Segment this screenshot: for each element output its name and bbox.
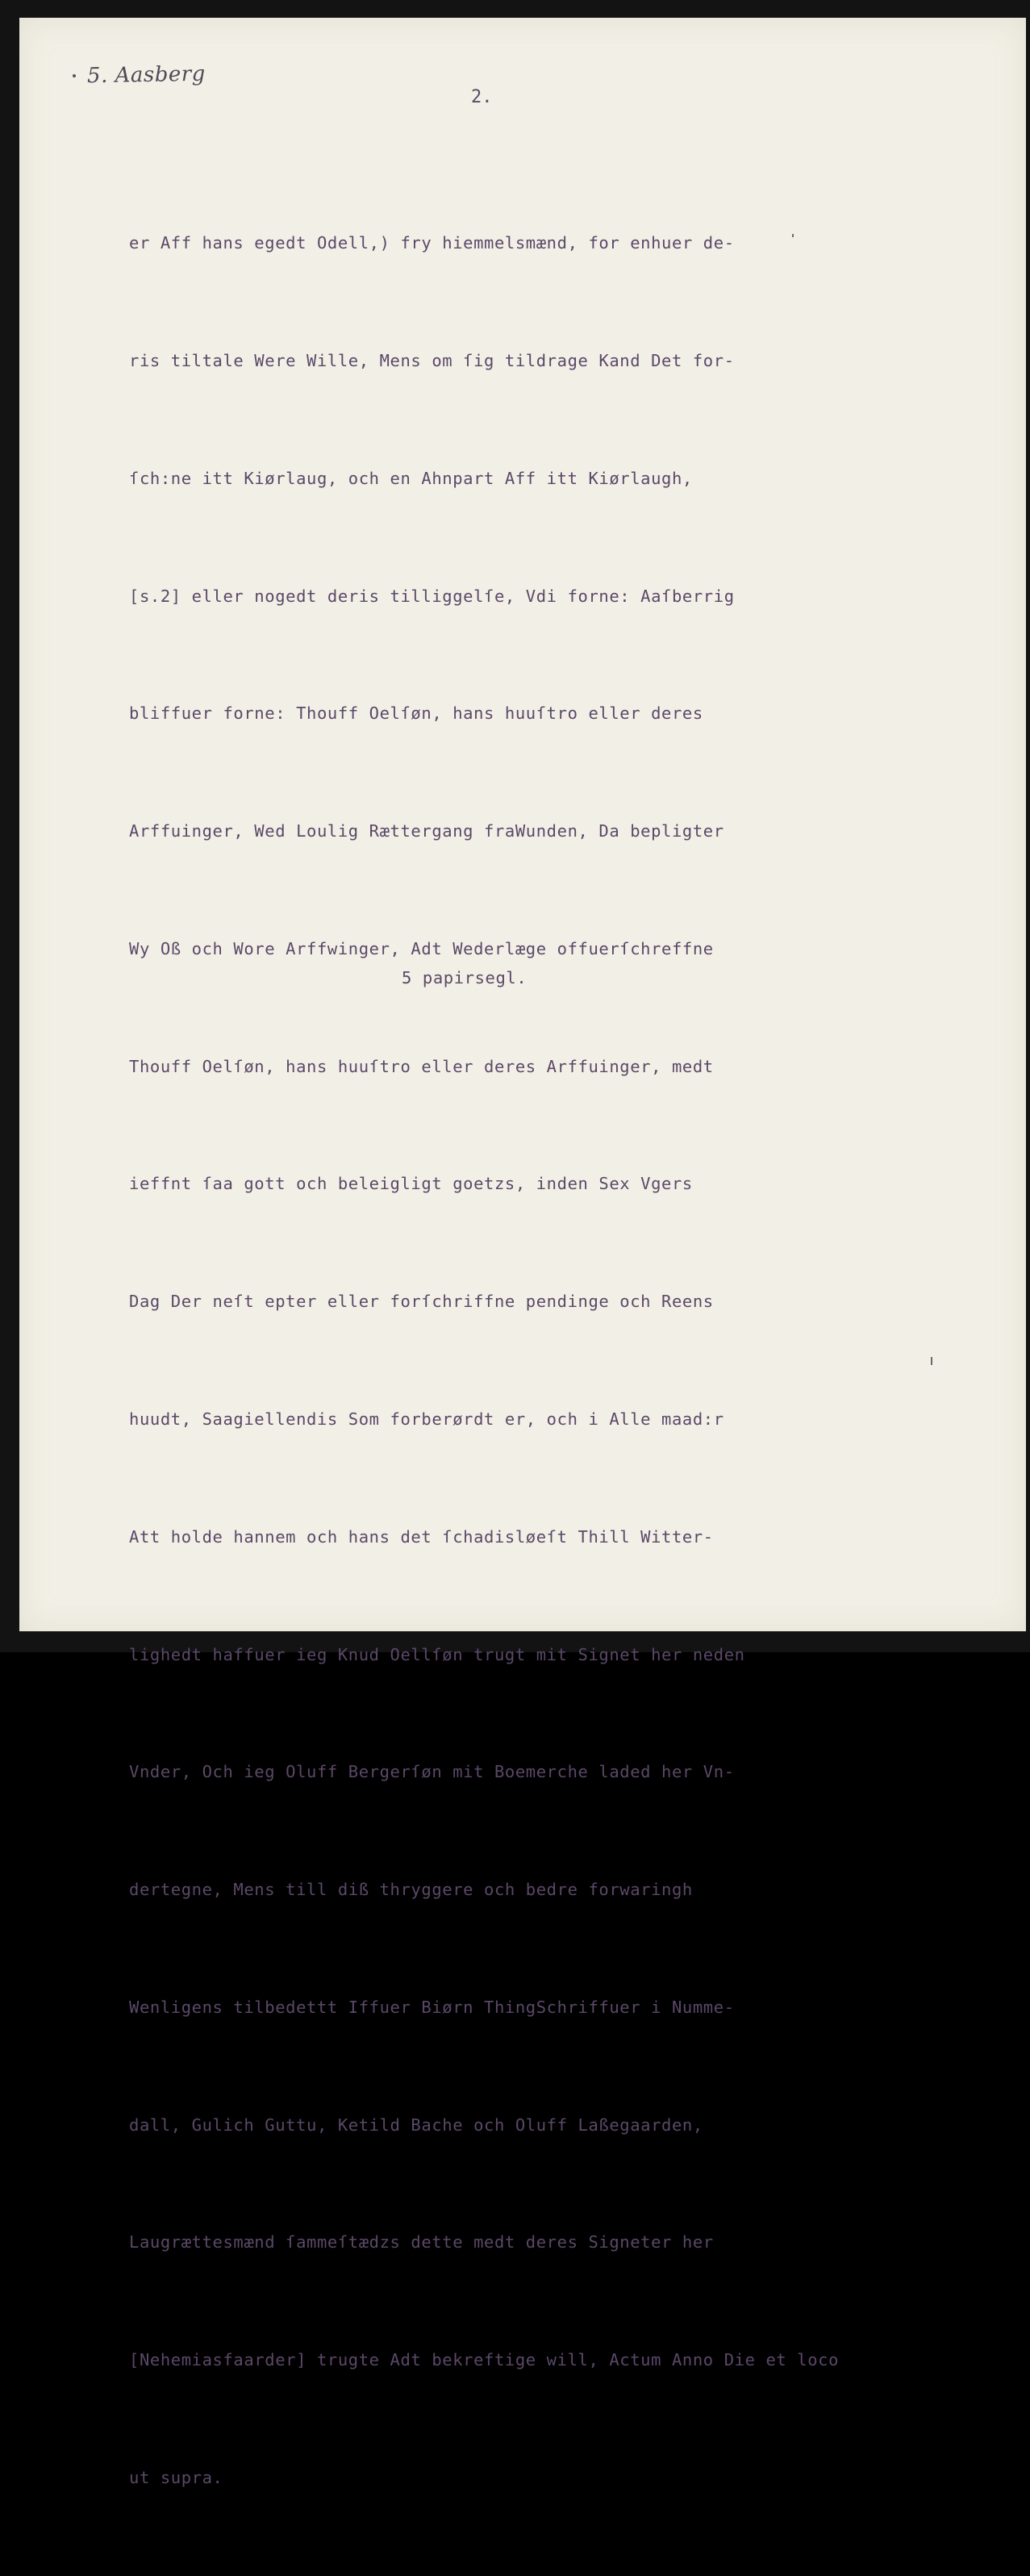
text-line: Dag Der neſt epter eller forſchriffne pendinge och Reens bbox=[129, 1292, 714, 1312]
paper-speck bbox=[931, 1357, 932, 1365]
text-line: Wy Oß och Wore Arffwinger, Adt Wederlæge offuerſchreffne bbox=[129, 938, 714, 958]
page-number: 2. bbox=[471, 87, 493, 107]
text-line: [Nehemiasfaarder] trugte Adt bekreftige will, Actum Anno Die et loco bbox=[129, 2350, 840, 2370]
paper-sheet bbox=[19, 18, 1026, 2488]
handwritten-reference-note: 5. Aasberg bbox=[86, 61, 206, 89]
text-line: Laugrættesmænd ſammeſtædzs dette medt deres Signeter her bbox=[129, 2232, 714, 2252]
text-line: Wenligens tilbedettt Iffuer Biørn ThingSchriffuer i Numme- bbox=[129, 1997, 735, 2017]
text-line: ſch:ne itt Kiørlaug, och en Ahnpart Aff itt Kiørlaugh, bbox=[129, 468, 693, 488]
text-line: ieffnt ſaa gott och beleigligt goetzs, inden Sex Vgers bbox=[129, 1174, 693, 1194]
seal-note: 5 papirsegl. bbox=[402, 968, 528, 987]
text-line: Vnder, Och ieg Oluff Bergerſøn mit Boemerche laded her Vn- bbox=[129, 1762, 735, 1782]
margin-dot bbox=[73, 74, 76, 77]
text-line: ris tiltale Were Wille, Mens om ſig tildrage Kand Det for- bbox=[129, 350, 735, 370]
text-line: bliffuer forne: Thouff Oelſøn, hans huuſtro eller deres bbox=[129, 703, 703, 724]
text-line: dertegne, Mens till diß thryggere och bedre forwaringh bbox=[129, 1880, 693, 1900]
paper-speck bbox=[792, 234, 794, 237]
text-line: Att holde hannem och hans det ſchadisløeſt Thill Witter- bbox=[129, 1526, 714, 1547]
text-line: huudt, Saagiellendis Som forberørdt er, och i Alle maad:r bbox=[129, 1409, 724, 1429]
text-line: [s.2] eller nogedt deris tilliggelſe, Vdi forne: Aaſberrig bbox=[129, 586, 735, 606]
transcription-body bbox=[129, 145, 839, 2576]
text-line: ut supra. bbox=[129, 2468, 223, 2488]
text-line: dall, Gulich Guttu, Ketild Bache och Oluff Laßegaarden, bbox=[129, 2115, 703, 2135]
text-line: Thouff Oelſøn, hans huuſtro eller deres Arffuinger, medt bbox=[129, 1056, 714, 1076]
text-line: lighedt haffuer ieg Knud Oellſøn trugt mit Signet her neden bbox=[129, 1644, 745, 1664]
text-line: er Aff hans egedt Odell,) fry hiemmelsmænd, for enhuer de- bbox=[129, 233, 735, 253]
text-line: Arffuinger, Wed Loulig Rættergang fraWunden, Da bepligter bbox=[129, 821, 724, 841]
